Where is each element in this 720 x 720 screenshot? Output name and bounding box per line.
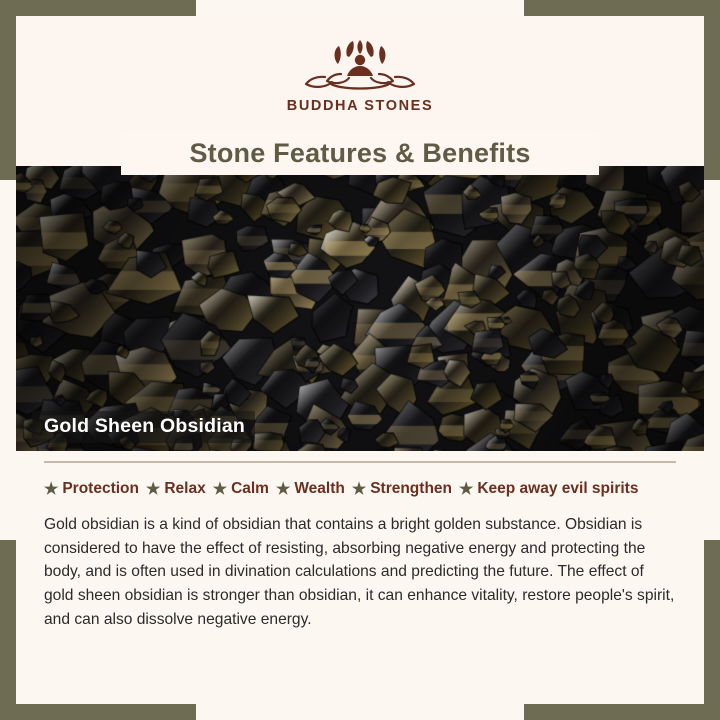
frame-corner-bottom-left — [0, 704, 196, 720]
feature-label: Wealth — [294, 480, 345, 497]
frame-edge-right-top — [704, 0, 720, 180]
star-icon: ★ — [44, 481, 59, 498]
frame-corner-top-right — [524, 0, 720, 16]
brand-name: BUDDHA STONES — [286, 98, 434, 114]
frame-edge-left-bottom — [0, 540, 16, 720]
feature-item — [276, 479, 352, 499]
frame-edge-left-top — [0, 0, 16, 180]
feature-item — [352, 479, 459, 499]
star-icon: ★ — [275, 481, 291, 498]
feature-label: Strengthen — [370, 480, 452, 497]
lotus-meditation-icon — [285, 30, 435, 92]
feature-label: Protection — [62, 480, 139, 497]
page-title: Stone Features & Benefits — [189, 137, 531, 168]
frame-corner-top-left — [0, 0, 196, 16]
star-icon: ★ — [459, 481, 474, 498]
stone-photo-canvas — [16, 166, 704, 451]
feature-label: Calm — [231, 480, 269, 497]
feature-item — [44, 479, 146, 499]
stone-photo — [16, 166, 704, 451]
feature-label: Keep away evil spirits — [477, 480, 639, 497]
feature-item — [146, 479, 213, 499]
star-icon: ★ — [146, 481, 161, 498]
feature-list — [44, 479, 676, 499]
frame-edge-right-bottom — [704, 540, 720, 720]
details-panel — [16, 451, 704, 704]
description-text: Gold obsidian is a kind of obsidian that contains a bright golden substance. Obsidian is considered to have the effect of resisting, absorbing negative energy and protecting the body, and is often used in divination calculations and predicting the future. The effect of gold sheen obsidian is stronger than obsidian, it can enhance vitality, restore people's spirit, and can also dissolve negative energy. — [44, 516, 675, 628]
stone-caption-label: Gold Sheen Obsidian — [44, 415, 245, 437]
frame-corner-bottom-right — [524, 704, 720, 720]
star-icon: ★ — [351, 481, 367, 498]
feature-item — [213, 479, 276, 499]
stone-caption — [32, 411, 255, 443]
star-icon: ★ — [212, 481, 228, 498]
panel-divider — [44, 461, 676, 463]
section-title-band — [121, 131, 599, 175]
feature-item — [459, 479, 645, 499]
brand-logo — [16, 16, 704, 114]
feature-label: Relax — [164, 480, 206, 497]
